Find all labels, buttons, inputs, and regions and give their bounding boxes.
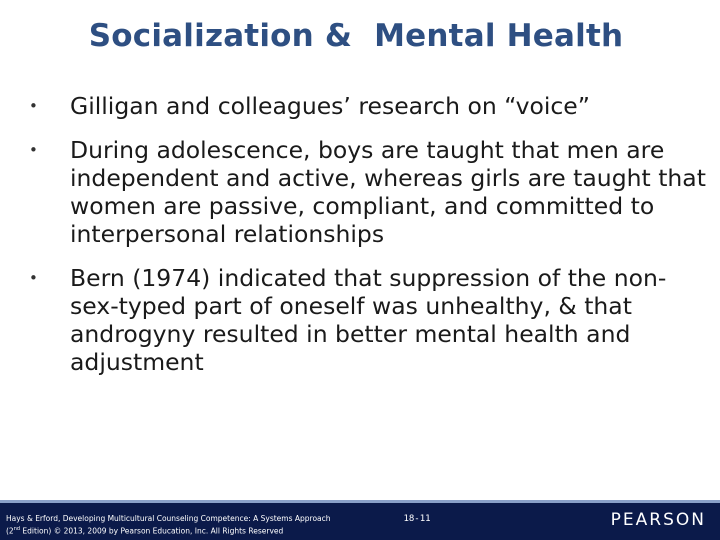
bullet-item bbox=[28, 264, 708, 376]
page-number: 18-11 bbox=[403, 514, 431, 524]
pearson-logo: PEARSON bbox=[610, 510, 706, 530]
bullet-icon: • bbox=[29, 269, 38, 287]
footer-accent-line bbox=[0, 500, 720, 503]
citation-line-2 bbox=[6, 524, 396, 537]
bullet-text: Bern (1974) indicated that suppression of the non-sex-typed part of oneself was unhealthy, & that androgyny resulted in better mental health and adjustment bbox=[70, 264, 667, 376]
bullet-list bbox=[28, 92, 708, 392]
bullet-item bbox=[28, 92, 708, 120]
footer-citation bbox=[6, 513, 396, 537]
citation-line-2-post: Edition) © 2013, 2009 by Pearson Education, Inc. All Rights Reserved bbox=[20, 526, 284, 536]
bullet-icon: • bbox=[29, 97, 38, 115]
slide-title: Socialization & Mental Health bbox=[88, 18, 624, 54]
bullet-text: Gilligan and colleagues’ research on “voice” bbox=[70, 92, 590, 120]
bullet-icon: • bbox=[29, 141, 38, 159]
footer-bar bbox=[0, 500, 720, 540]
citation-line-2-sup: nd bbox=[13, 526, 21, 532]
bullet-item bbox=[28, 136, 708, 248]
citation-line-2-pre: (2 bbox=[6, 526, 14, 536]
citation-line-1: Hays & Erford, Developing Multicultural Counseling Competence: A Systems Approach bbox=[6, 514, 331, 523]
bullet-text: During adolescence, boys are taught that men are independent and active, whereas girls are taught that women are passive, compliant, and committed to interpersonal relationships bbox=[70, 136, 706, 248]
